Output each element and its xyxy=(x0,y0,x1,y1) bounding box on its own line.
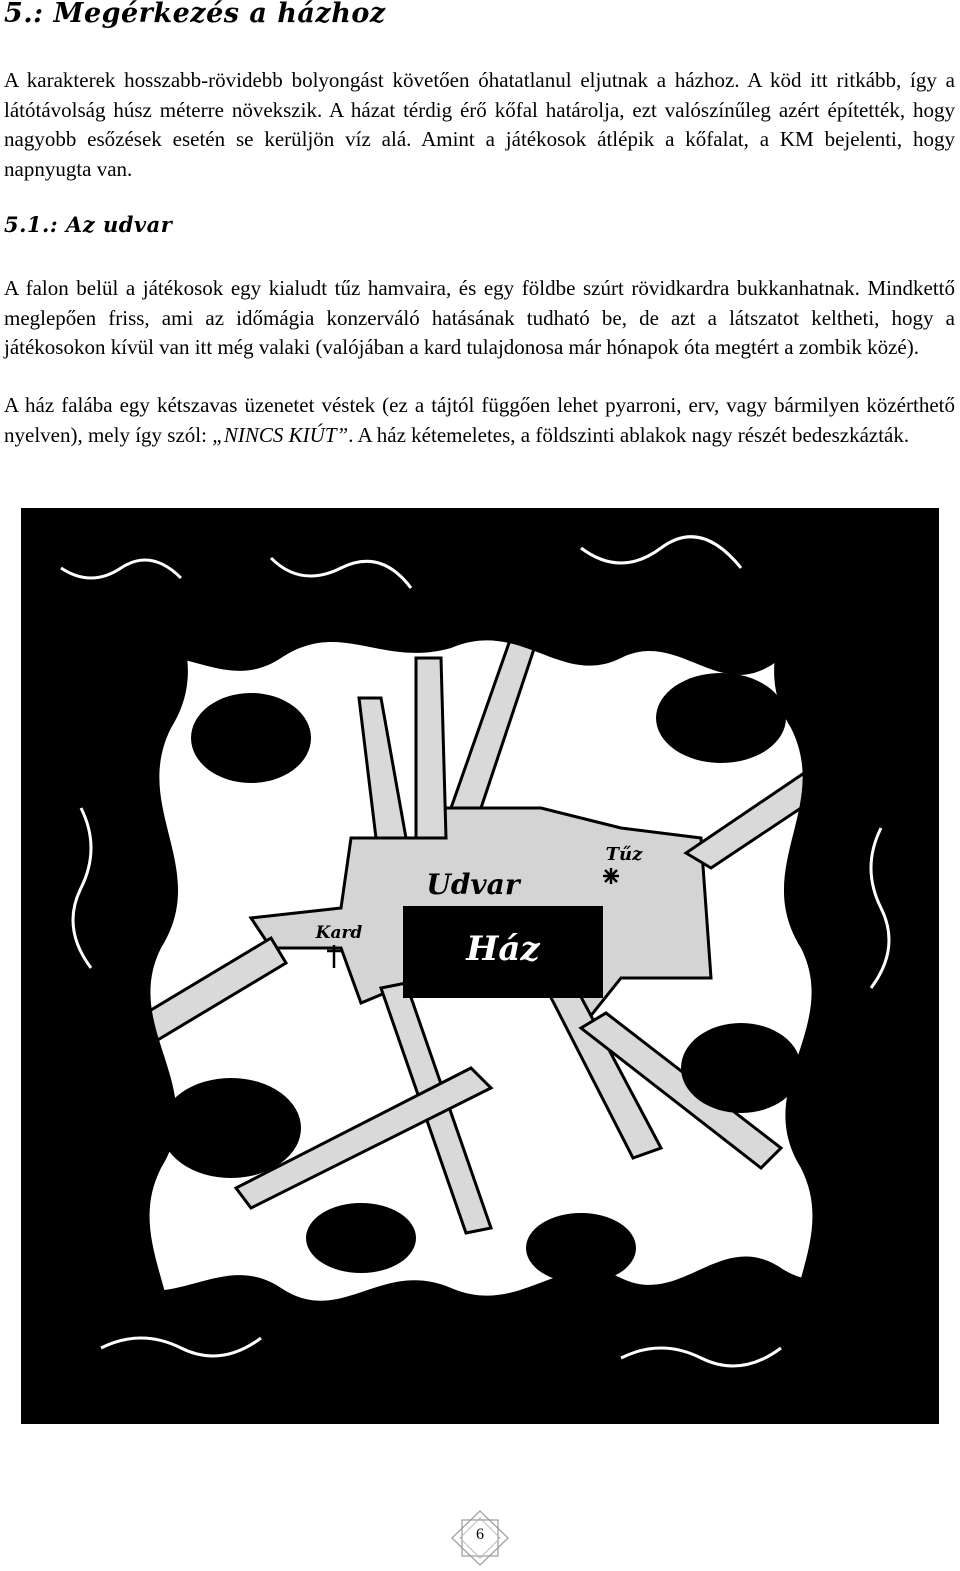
sword-label: Kard xyxy=(315,923,363,943)
courtyard-map xyxy=(21,508,939,1424)
foliage-cluster xyxy=(681,1023,801,1113)
foliage-cluster xyxy=(161,1078,301,1178)
message-paragraph xyxy=(4,391,955,450)
path-north xyxy=(416,658,446,838)
foliage-cluster xyxy=(656,673,786,763)
courtyard-label: Udvar xyxy=(426,868,520,901)
courtyard-paragraph: A falon belül a játékosok egy kialudt tűz hamvaira, és egy földbe szúrt rövidkardra bukkanhatnak. Mindkettő meglepően friss, ami az időmágia konzerváló hatásának tudható be, de azt a látszatot keltheti, hogy a játékosokon kívül van itt még valaki (valójában a kard tulajdonosa már hónapok óta megtért a zombik közé). xyxy=(4,276,955,359)
subsection-heading: 5.1.: Az udvar xyxy=(4,212,173,237)
page-number: 6 xyxy=(476,1526,484,1543)
house-label: Ház xyxy=(466,929,540,969)
fire-label: Tűz xyxy=(605,844,643,865)
section-heading: 5.: Megérkezés a házhoz xyxy=(4,0,386,29)
message-quote: „NINCS KIÚT” xyxy=(212,422,349,447)
foliage-cluster xyxy=(306,1203,416,1273)
intro-paragraph: A karakterek hosszabb-rövidebb bolyongást követően óhatatlanul eljutnak a házhoz. A köd itt ritkább, így a látótávolság húsz méterre növekszik. A házat térdig érő kőfal határolja, ezt valószínűleg azért építették, hogy nagyobb esőzések esetén se kerüljön víz alá. Amint a játékosok átlépik a kőfalat, a KM bejelenti, hogy napnyugta van. xyxy=(4,68,955,181)
message-text-after: . A ház kétemeletes, a földszinti ablakok nagy részét bedeszkázták. xyxy=(348,422,910,447)
fire-icon xyxy=(603,868,619,884)
page-footer xyxy=(450,1510,510,1566)
message-text-before: A ház falába egy kétszavas üzenetet véstek (ez a tájtól függően lehet pyarroni, erv, vagy bármilyen közérthető nyelven), mely így szól: xyxy=(4,393,955,447)
foliage-cluster xyxy=(191,693,311,783)
foliage-cluster xyxy=(526,1213,636,1283)
